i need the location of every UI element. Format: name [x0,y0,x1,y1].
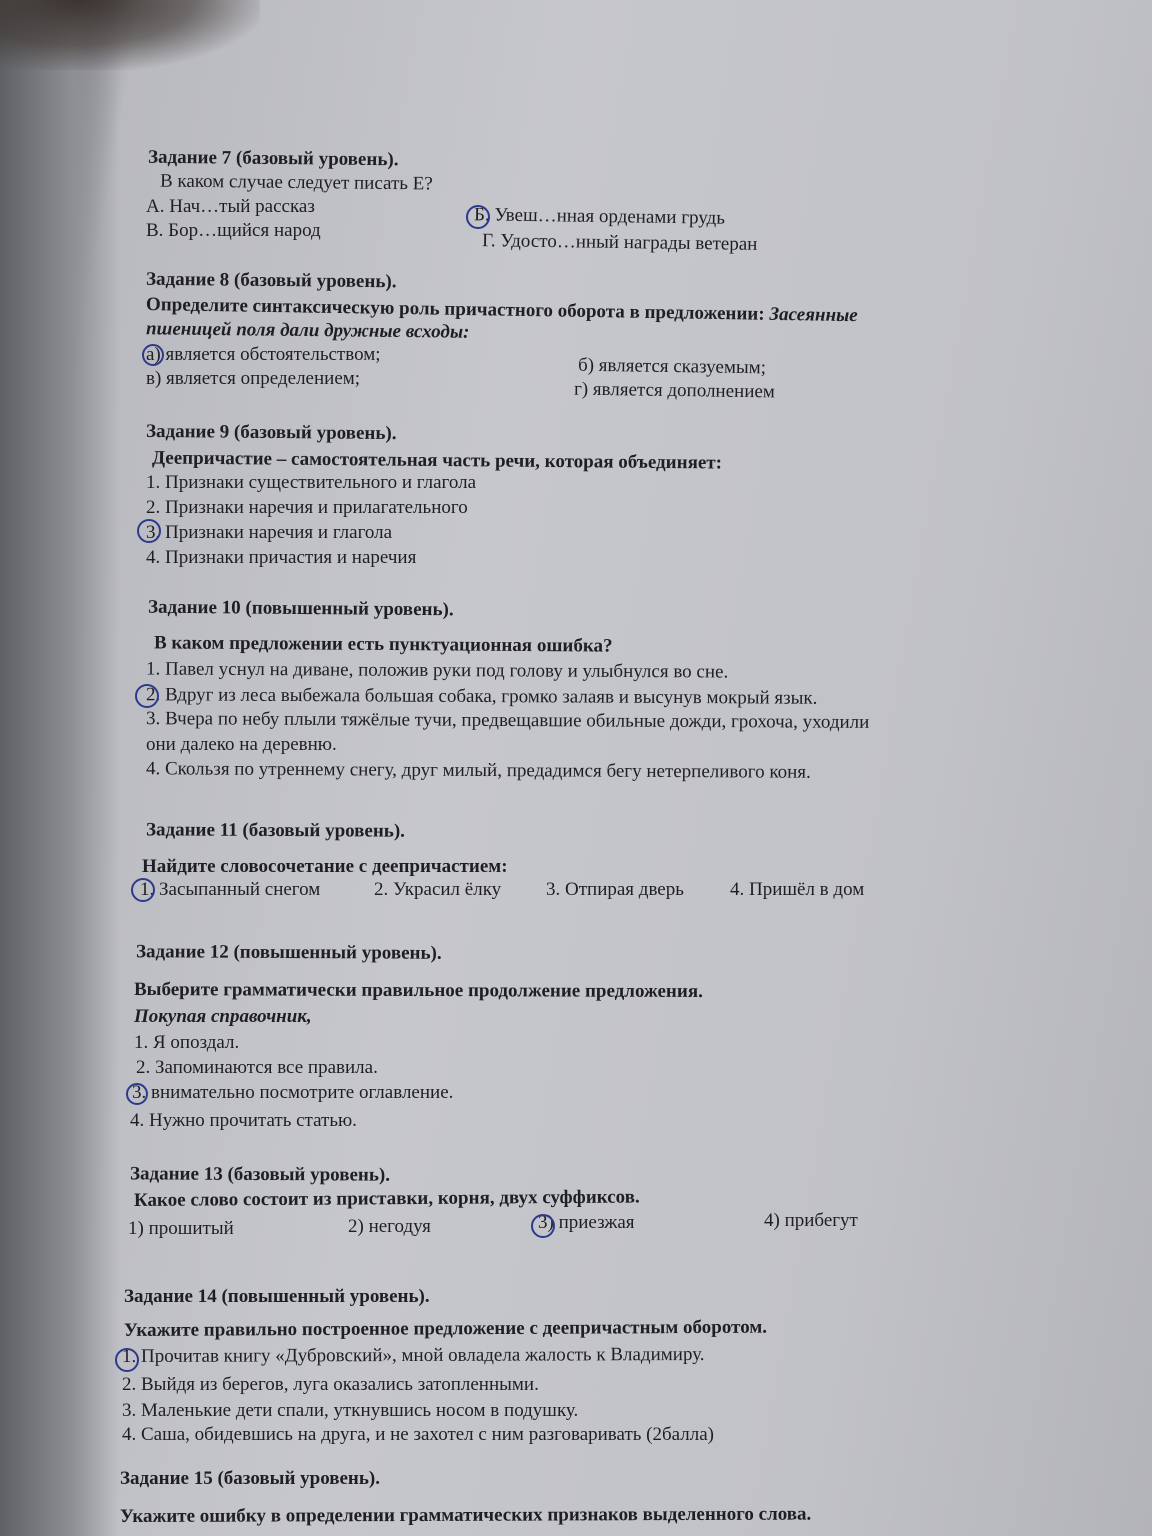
task-14-option-4: 4. Саша, обидевшись на друга, и не захотел с ним разговаривать (2балла) [122,1424,714,1445]
pen-circle-task-9 [137,519,161,543]
pen-circle-task-11 [131,878,155,902]
task-10-option-1: 1. Павел уснул на диване, положив руки под голову и улыбнулся во сне. [145,658,729,683]
task-12-option-3: 3. внимательно посмотрите оглавление. [132,1082,454,1103]
task-9-option-4: 4. Признаки причастия и наречия [146,547,417,568]
task-8-question-text: Определите синтаксическую роль причастного оборота в предложении: [145,294,765,325]
task-10-question: В каком предложении есть пунктуационная ошибка? [153,632,613,657]
task-9-option-3: 3. Признаки наречия и глагола [146,522,393,543]
pen-circle-task-10 [135,684,159,708]
pen-circle-task-14 [115,1348,139,1372]
task-11-option-3: 3. Отпирая дверь [546,879,684,900]
task-8-option-v: в) является определением; [146,368,361,389]
task-8-question-line-2: пшеницей поля дали дружные всходы: [145,318,470,343]
task-9-option-1: 1. Признаки существительного и глагола [146,472,477,493]
task-11-title: Задание 11 (базовый уровень). [145,819,406,842]
pen-circle-task-7 [466,205,490,229]
task-12-option-2: 2. Запоминаются все правила. [136,1057,378,1078]
task-14-title: Задание 14 (повышенный уровень). [124,1286,430,1307]
task-13-option-2: 2) негодуя [348,1216,431,1237]
task-7-option-a: А. Нач…тый рассказ [146,196,315,217]
task-10-option-2: 2. Вдруг из леса выбежала большая собака, громко залаяв и высунув мокрый язык. [145,684,818,709]
task-11-option-1: 1. Засыпанный снегом [140,879,321,900]
task-14-option-2: 2. Выйдя из берегов, луга оказались затопленными. [122,1374,539,1395]
task-15-title: Задание 15 (базовый уровень). [120,1468,380,1489]
task-12-option-1: 1. Я опоздал. [134,1032,240,1053]
task-13-title: Задание 13 (базовый уровень). [129,1163,391,1186]
task-10-option-3-cont: они далеко на деревню. [146,734,337,755]
task-7-option-v: В. Бор…щийся народ [146,220,321,241]
task-8-option-g: г) является дополнением [573,378,776,403]
task-12-option-4: 4. Нужно прочитать статью. [130,1110,357,1131]
task-13-question: Какое слово состоит из приставки, корня, двух суффиксов. [133,1186,640,1211]
task-7-title: Задание 7 (базовый уровень). [147,146,399,171]
task-7-question: В каком случае следует писать Е? [159,170,433,195]
pen-circle-task-13 [531,1214,555,1238]
task-14-question: Укажите правильно построенное предложение с деепричастным оборотом. [123,1316,768,1341]
pen-circle-task-8 [142,344,164,366]
task-12-title: Задание 12 (повышенный уровень). [135,941,442,964]
task-14-option-1: 1. Прочитав книгу «Дубровский», мной овладела жалость к Владимиру. [121,1343,705,1367]
task-7-option-g: Г. Удосто…нный награды ветеран [481,230,758,255]
task-7-option-b: Б. Увеш…нная орденами грудь [473,204,726,229]
task-8-option-b: б) является сказуемым; [577,354,767,379]
task-12-prompt: Покупая справочник, [134,1006,312,1027]
task-12-question: Выберите грамматически правильное продолжение предложения. [133,979,703,1002]
task-10-option-4: 4. Скользя по утреннему снегу, друг милый, предадимся бегу нетерпеливого коня. [145,758,811,783]
task-8-option-a: а) является обстоятельством; [146,344,381,365]
task-11-option-4: 4. Пришёл в дом [730,879,865,900]
task-10-title: Задание 10 (повышенный уровень). [147,596,454,621]
task-10-option-3: 3. Вчера по небу плыли тяжёлые тучи, предвещавшие обильные дожди, грохоча, уходили [145,708,870,733]
task-8-example-start: Засеянные [769,303,858,327]
task-8-title: Задание 8 (базовый уровень). [145,268,397,293]
task-11-option-2: 2. Украсил ёлку [374,879,502,900]
task-13-option-1: 1) прошитый [128,1218,234,1239]
task-11-question: Найдите словосочетание с деепричастием: [142,856,508,877]
task-9-option-2: 2. Признаки наречия и прилагательного [146,497,468,518]
task-9-question: Деепричастие – самостоятельная часть речи, которая объединяет: [151,447,723,474]
task-14-option-3: 3. Маленькие дети спали, уткнувшись носом в подушку. [122,1400,579,1421]
task-13-option-3: 3) приезжая [538,1212,635,1233]
task-13-option-4: 4) прибегут [764,1210,858,1231]
task-15-question: Укажите ошибку в определении грамматических признаков выделенного слова. [119,1503,812,1527]
pen-circle-task-12 [126,1083,148,1105]
task-9-title: Задание 9 (базовый уровень). [145,420,397,445]
